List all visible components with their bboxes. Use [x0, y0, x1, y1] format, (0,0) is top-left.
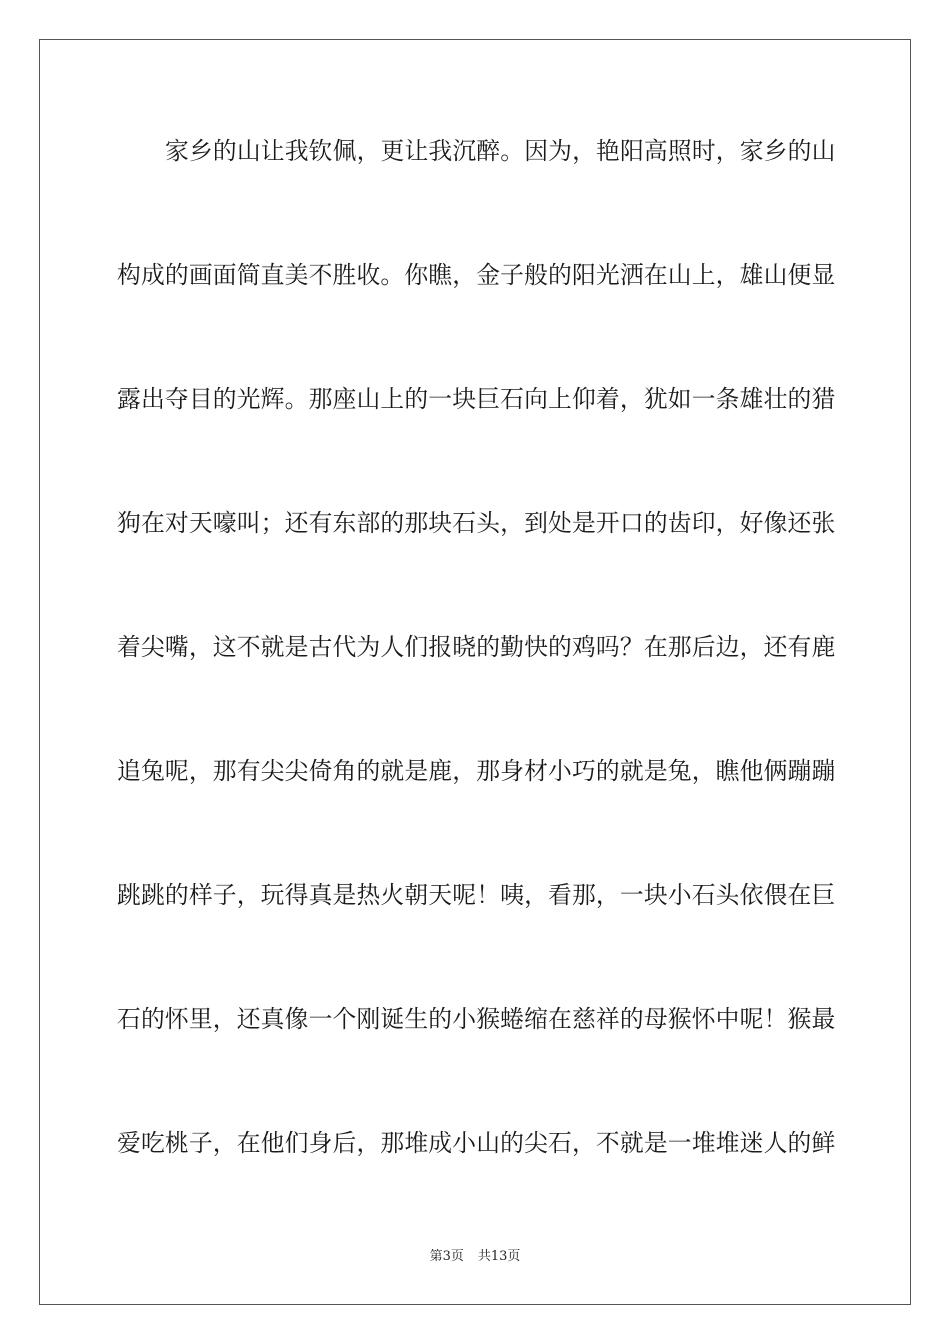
- page-number: 第3页: [429, 1249, 464, 1264]
- text-line-5: 着尖嘴，这不就是古代为人们报晓的勤快的鸡吗？在那后边，还有鹿: [117, 633, 836, 661]
- text-line-4: 狗在对天嚎叫；还有东部的那块石头，到处是开口的齿印，好像还张: [117, 509, 836, 537]
- document-body: [117, 123, 836, 1239]
- text-line-3: 露出夺目的光辉。那座山上的一块巨石向上仰着，犹如一条雄壮的猎: [117, 385, 836, 413]
- text-line-6: 追兔呢，那有尖尖倚角的就是鹿，那身材小巧的就是兔，瞧他俩蹦蹦: [117, 757, 836, 785]
- total-pages: 共13页: [477, 1249, 521, 1264]
- text-line-9: 爱吃桃子，在他们身后，那堆成小山的尖石，不就是一堆堆迷人的鲜: [117, 1129, 836, 1157]
- page-footer: [0, 1247, 950, 1267]
- text-line-7: 跳跳的样子，玩得真是热火朝天呢！咦，看那，一块小石头依偎在巨: [117, 881, 836, 909]
- text-line-1: 家乡的山让我钦佩，更让我沉醉。因为，艳阳高照时，家乡的山: [165, 137, 836, 165]
- text-line-8: 石的怀里，还真像一个刚诞生的小猴蜷缩在慈祥的母猴怀中呢！猴最: [117, 1005, 836, 1033]
- text-line-2: 构成的画面简直美不胜收。你瞧，金子般的阳光洒在山上，雄山便显: [117, 261, 836, 289]
